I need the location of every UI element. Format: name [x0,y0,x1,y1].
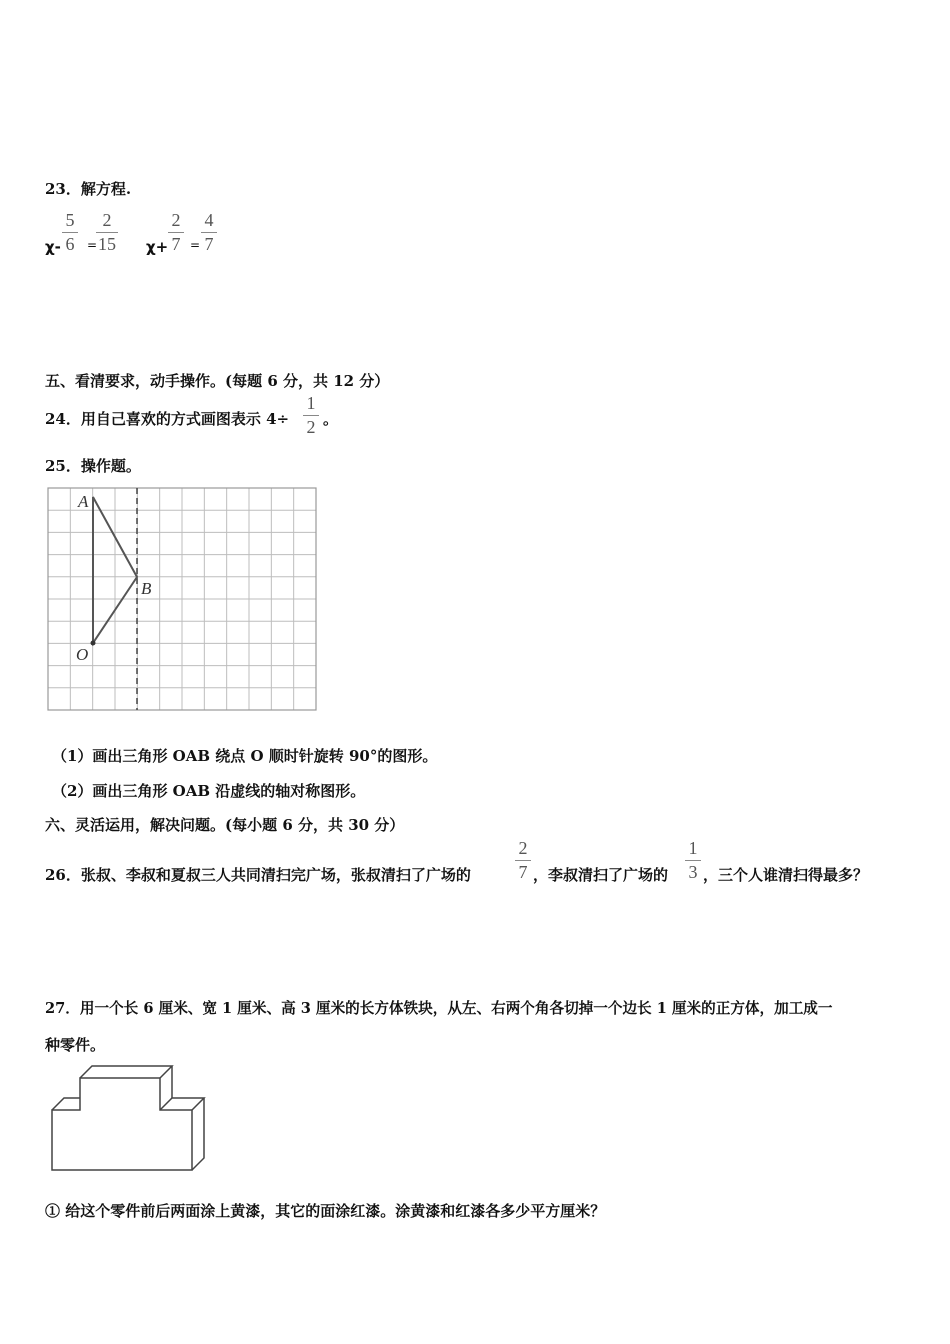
q23-title: 23．解方程. [45,180,132,198]
q27-part-drawing [50,1064,210,1174]
q26-part1: 26．张叔、李叔和夏叔三人共同清扫完广场，张叔清扫了广场的 [45,866,471,884]
label-o: O [76,645,89,664]
eq1-fraction-1: 5 6 [62,210,78,255]
q24-text: 24．用自己喜欢的方式画图表示 4÷ [45,410,290,428]
grid-lines [48,488,316,710]
section6-heading: 六、灵活运用，解决问题。(每小题 6 分，共 30 分） [45,816,405,834]
part-top-face [80,1066,172,1078]
q24-tail: 。 [323,410,339,428]
q26-fraction-1: 2 7 [515,838,531,883]
q26-part3: ，三个人谁清扫得最多？ [703,866,869,884]
part-left-step-top [52,1098,80,1110]
q25-sub1: （1）画出三角形 OAB 绕点 O 顺时针旋转 90°的图形。 [52,747,438,765]
eq1-variable: χ- [45,238,61,256]
section5-heading: 五、看清要求，动手操作。(每题 6 分，共 12 分） [45,372,390,390]
label-b: B [141,579,152,598]
point-o [91,641,96,646]
part-front-face [52,1078,192,1170]
q27-line1: 27．用一个长 6 厘米、宽 1 厘米、高 3 厘米的长方体铁块，从左、右两个角各切掉一个边长 1 厘米的正方体，加工成一 [45,1000,833,1017]
eq2-variable: χ+ [146,238,169,256]
q26-fraction-2: 1 3 [685,838,701,883]
eq2-fraction-2: 4 7 [201,210,217,255]
q25-grid-figure [46,486,320,714]
q24-fraction: 1 2 [303,393,319,438]
q25-title: 25．操作题。 [45,457,141,475]
q25-sub2: （2）画出三角形 OAB 沿虚线的轴对称图形。 [52,782,366,800]
eq2-equals: = [190,238,201,252]
q27-sub1: ① 给这个零件前后两面涂上黄漆，其它的面涂红漆。涂黄漆和红漆各多少平方厘米？ [45,1202,606,1220]
eq2-fraction-1: 2 7 [168,210,184,255]
q26-part2: ，李叔清扫了广场的 [533,866,669,884]
eq1-fraction-2: 2 15 [98,210,116,254]
q27-line2: 种零件。 [45,1036,106,1054]
part-right-step-top [160,1098,204,1110]
eq1-equals: = [87,238,98,252]
label-a: A [78,492,89,511]
